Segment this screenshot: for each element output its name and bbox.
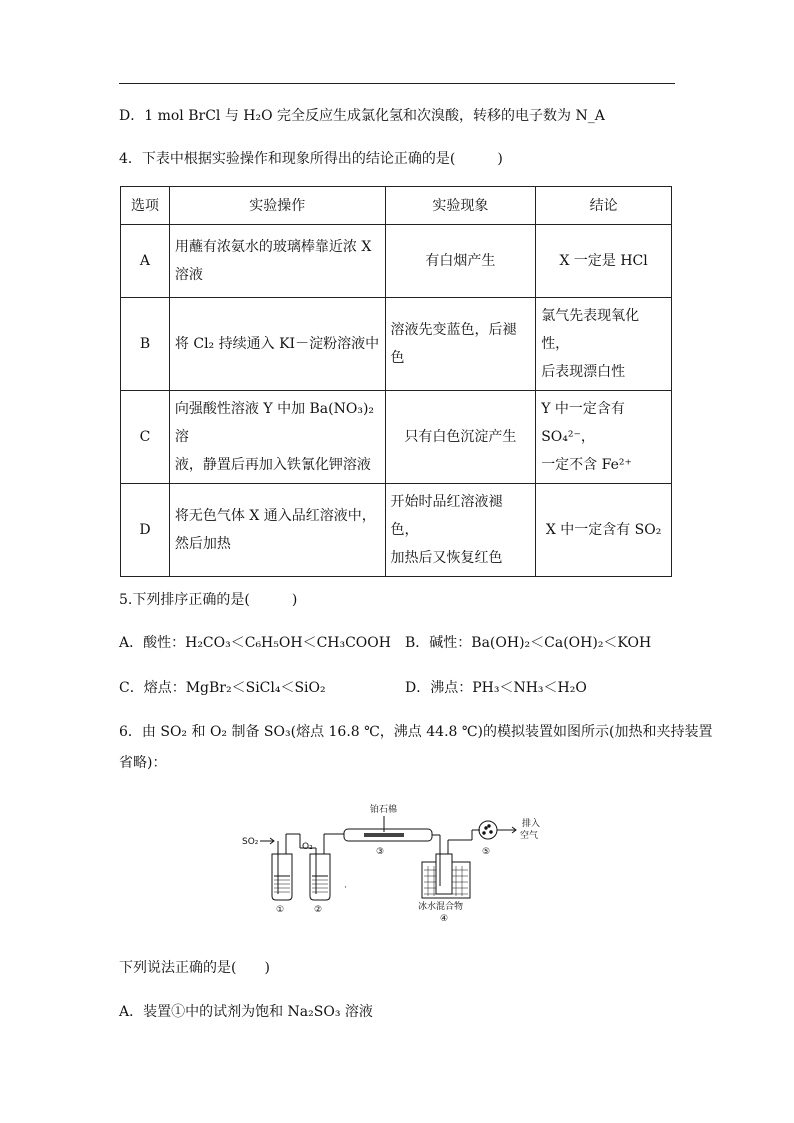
label-o2: O₂	[302, 842, 313, 852]
row-conclusion: 氯气先表现氧化性， 后表现漂白性	[536, 298, 672, 391]
table-row	[121, 391, 672, 484]
apparatus-figure	[240, 796, 550, 926]
label-exhaust-2: 空气	[520, 831, 539, 841]
row-operation: 向强酸性溶液 Y 中加 Ba(NO₃)₂ 溶 液，静置后再加入铁氰化钾溶液	[169, 391, 385, 484]
row-phenomenon: 开始时品红溶液褪色， 加热后又恢复红色	[385, 484, 536, 577]
q5-option-c: C．熔点：MgBr₂＜SiCl₄＜SiO₂	[119, 680, 326, 696]
q4-stem: 4．下表中根据实验操作和现象所得出的结论正确的是( )	[119, 151, 503, 167]
wash-bottle-2	[310, 854, 330, 900]
label-exhaust-1: 排入	[522, 819, 541, 829]
label-2: ②	[314, 905, 323, 915]
row-phenomenon: 有白烟产生	[385, 225, 536, 298]
header-phenomenon: 实验现象	[385, 187, 536, 225]
q3-option-d: D．1 mol BrCl 与 H₂O 完全反应生成氯化氢和次溴酸，转移的电子数为 N_A	[119, 108, 605, 124]
q5-option-d: D．沸点：PH₃＜NH₃＜H₂O	[405, 680, 587, 696]
header-operation: 实验操作	[169, 187, 385, 225]
row-operation: 将 Cl₂ 持续通入 KI－淀粉溶液中	[169, 298, 385, 391]
asbestos-pad	[364, 833, 404, 837]
row-phenomenon: 只有白色沉淀产生	[385, 391, 536, 484]
row-option: D	[121, 484, 170, 577]
header-conclusion: 结论	[536, 187, 672, 225]
table-row	[121, 298, 672, 391]
header-option: 选项	[121, 187, 170, 225]
row-phenomenon: 溶液先变蓝色，后褪色	[385, 298, 536, 391]
row-operation: 用蘸有浓氨水的玻璃棒靠近浓 X 溶液	[169, 225, 385, 298]
q4-table	[120, 186, 672, 577]
wash-bottle-1	[272, 854, 292, 900]
q5-option-b: B．碱性：Ba(OH)₂＜Ca(OH)₂＜KOH	[405, 635, 652, 651]
label-4: ④	[440, 914, 449, 924]
table-row	[121, 225, 672, 298]
q6-prompt: 下列说法正确的是( )	[119, 960, 270, 976]
drying-bulb	[479, 821, 497, 839]
label-ice: 冰水混合物	[418, 902, 464, 912]
q5-option-a: A．酸性：H₂CO₃＜C₆H₅OH＜CH₃COOH	[119, 635, 391, 651]
dot-mark: ·	[344, 883, 347, 893]
collector-bottle	[436, 854, 452, 894]
q6-option-a: A．装置①中的试剂为饱和 Na₂SO₃ 溶液	[119, 1004, 373, 1020]
top-rule	[119, 83, 675, 84]
label-1: ①	[276, 905, 285, 915]
label-so2: SO₂	[242, 837, 259, 847]
row-conclusion: Y 中一定含有 SO₄²⁻， 一定不含 Fe²⁺	[536, 391, 672, 484]
q6-stem-line1: 6．由 SO₂ 和 O₂ 制备 SO₃(熔点 16.8 ℃，沸点 44.8 ℃)的模拟装置如图所示(加热和夹持装置	[119, 724, 713, 740]
q6-stem-line2: 省略)：	[119, 755, 167, 771]
label-3: ③	[376, 847, 385, 857]
row-option: C	[121, 391, 170, 484]
row-conclusion: X 中一定含有 SO₂	[536, 484, 672, 577]
table-header-row	[121, 187, 672, 225]
label-5: ⑤	[482, 847, 491, 857]
label-asbestos: 铂石棉	[370, 805, 398, 815]
row-option: B	[121, 298, 170, 391]
table-row	[121, 484, 672, 577]
row-option: A	[121, 225, 170, 298]
q5-stem: 5.下列排序正确的是( )	[119, 592, 298, 608]
row-conclusion: X 一定是 HCl	[536, 225, 672, 298]
row-operation: 将无色气体 X 通入品红溶液中， 然后加热	[169, 484, 385, 577]
